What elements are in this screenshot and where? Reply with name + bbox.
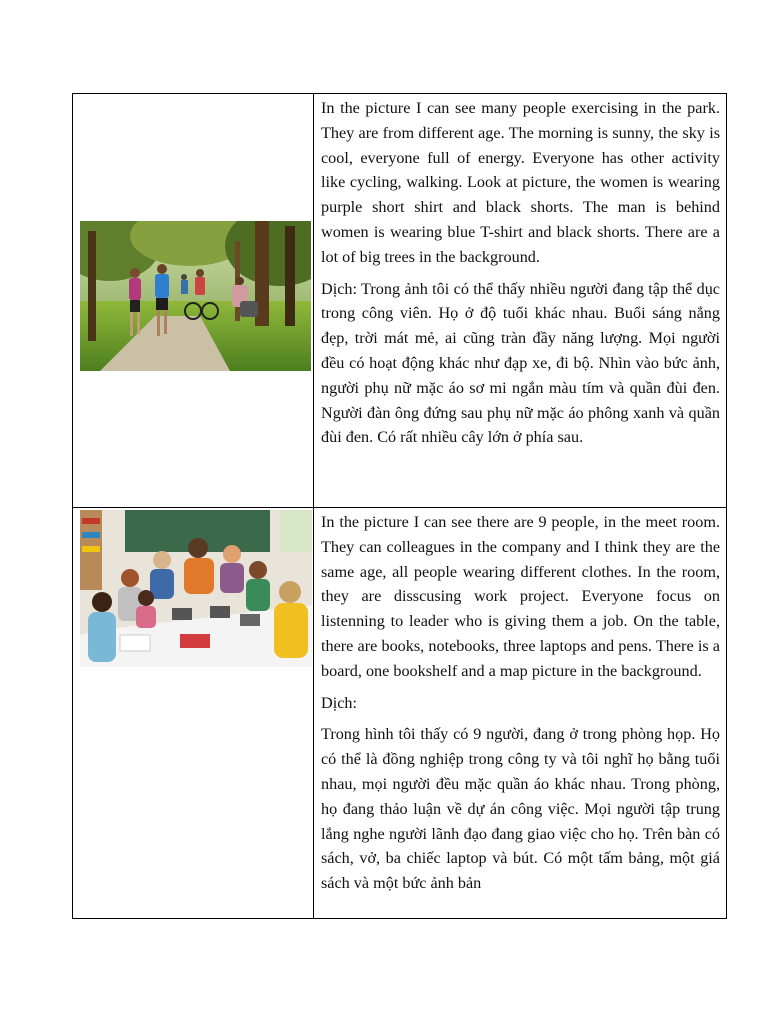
meeting-room-photo [80,510,312,667]
english-description: In the picture I can see many people exercising in the park. They are from different age. The morning is sunny, the sky is cool, everyone full of energy. Everyone has other activity like cycling, walking. Look at picture, the women is wearing purple short shirt and black shorts. The man is behind women is wearing blue T-shirt and black shorts. There are a lot of big trees in the background. [321,99,720,266]
translation-heading: Dịch: [321,693,357,712]
park-exercise-photo [80,221,311,371]
document-table [72,93,727,919]
table-row [73,508,727,919]
english-description: In the picture I can see there are 9 people, in the meet room. They can colleagues in the company and I think they are the same age, all people wearing different clothes. In the room, they are disscusing work project. Everyone focus on listenning to leader who is giving them a job. On the table, there are books, notebooks, three laptops and pens. There is a board, one bookshelf and a map picture in the background. [321,513,720,680]
vietnamese-translation: Dịch: Trong ảnh tôi có thể thấy nhiều người đang tập thể dục trong công viên. Họ ở độ tuổi khác nhau. Buổi sáng nắng đẹp, trời mát mẻ, ai cũng tràn đầy năng lượng. Mọi người đều có hoạt động khác như đạp xe, đi bộ. Nhìn vào bức ảnh, người phụ nữ mặc áo sơ mi ngắn màu tím và quần đùi đen. Người đàn ông đứng sau phụ nữ mặc áo phông xanh và quần đùi đen. Có rất nhiều cây lớn ở phía sau. [321,279,720,447]
image-cell [73,94,314,507]
text-cell [314,508,727,918]
text-cell [314,94,727,507]
image-cell [73,508,314,918]
table-row [73,94,727,508]
vietnamese-translation: Trong hình tôi thấy có 9 người, đang ở trong phòng họp. Họ có thể là đồng nghiệp trong công ty và tôi nghĩ họ bằng tuổi nhau, mọi người đều mặc quần áo khác nhau. Trong phòng, họ đang thảo luận về dự án công việc. Mọi người tập trung lắng nghe người lãnh đạo đang giao việc cho họ. Trên bàn có sách, vở, ba chiếc laptop và bút. Có một tấm bảng, một giá sách và một bức ảnh bản [321,725,720,893]
